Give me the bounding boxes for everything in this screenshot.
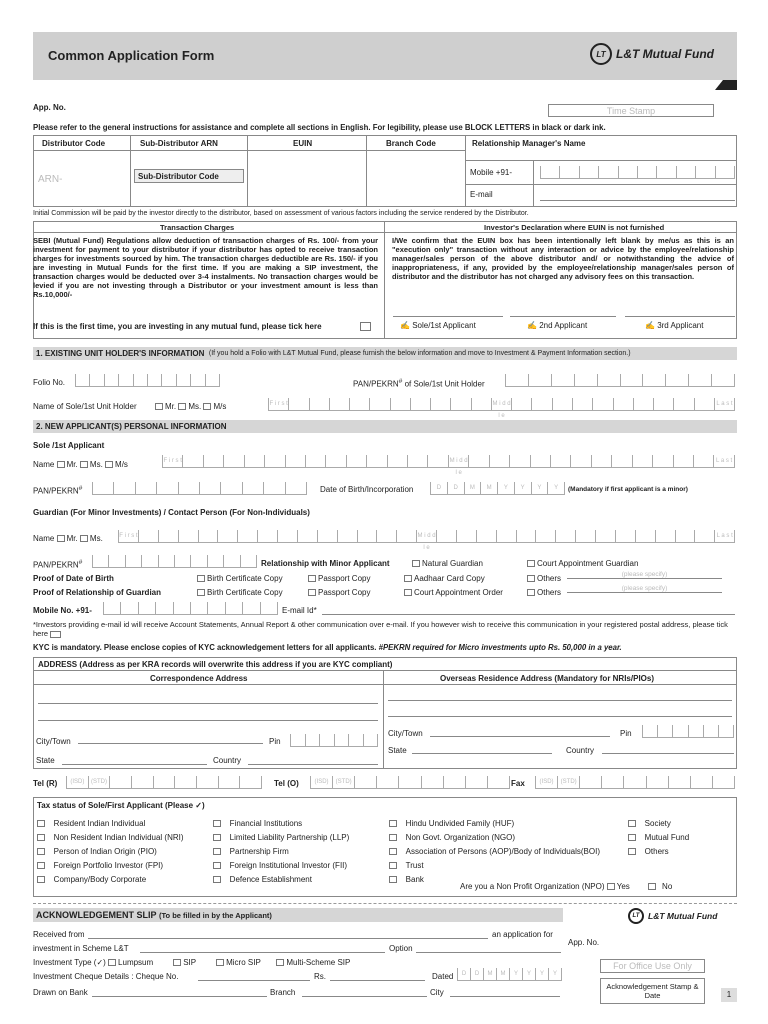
transaction-charges-heading: Transaction Charges: [160, 223, 235, 232]
proof-relationship-label: Proof of Relationship of Guardian: [33, 588, 161, 597]
application-for-label: an application for: [492, 930, 553, 939]
natural-guardian-option[interactable]: Natural Guardian: [412, 559, 483, 568]
dob-cells[interactable]: D D M M Y Y Y Y: [430, 482, 565, 495]
time-stamp-box: Time Stamp: [548, 104, 714, 117]
corr-country-label: Country: [213, 756, 242, 765]
passport-option[interactable]: Passport Copy: [308, 574, 370, 583]
overseas-address-line-1[interactable]: [388, 700, 732, 701]
tax-option[interactable]: Others: [628, 845, 689, 859]
overseas-heading: Overseas Residence Address (Mandatory for NRIs/PIOs): [440, 674, 654, 683]
section-1-header: 1. EXISTING UNIT HOLDER'S INFORMATION (If you hold a Folio with L&T Mutual Fund, please furnish the below information and move to Investment & Payment Information section.): [33, 347, 737, 360]
email-note: *Investors providing e-mail id will receive Account Statements, Annual Report & other communication over e-mail. If you however wish to receive this communication in your registered postal address, please tick here: [33, 620, 728, 638]
overseas-city-field[interactable]: [430, 736, 610, 737]
applicant-pan-label: PAN/PEKRN#: [33, 485, 83, 496]
tel-o-cells[interactable]: (ISD) (STD): [310, 776, 510, 789]
overseas-country-field[interactable]: [602, 753, 734, 754]
ms-company-checkbox[interactable]: [105, 461, 113, 468]
overseas-state-label: State: [388, 746, 407, 755]
others-option-2[interactable]: Others: [527, 588, 561, 597]
sign-2nd: ✍ 2nd Applicant: [527, 321, 588, 330]
tax-option[interactable]: Person of Indian Origin (PIO): [37, 845, 184, 859]
tax-option[interactable]: Financial Institutions: [213, 817, 349, 831]
ms-checkbox[interactable]: [178, 403, 186, 410]
col-euin: EUIN: [293, 139, 313, 148]
ms-checkbox[interactable]: [80, 461, 88, 468]
tax-option[interactable]: Partnership Firm: [213, 845, 349, 859]
fax-label: Fax: [511, 779, 525, 788]
aadhaar-option[interactable]: Aadhaar Card Copy: [404, 574, 485, 583]
tax-option[interactable]: Society: [628, 817, 689, 831]
drawn-bank-field[interactable]: [92, 996, 267, 997]
corr-country-field[interactable]: [248, 764, 378, 765]
relationship-label: Relationship with Minor Applicant: [261, 559, 390, 568]
declaration-heading: Investor's Declaration where EUIN is not furnished: [484, 223, 665, 232]
overseas-state-field[interactable]: [412, 753, 552, 754]
arn-prefix[interactable]: ARN-: [38, 174, 63, 185]
ms-company-checkbox[interactable]: [203, 403, 211, 410]
ack-brand-logo: LT L&T Mutual Fund: [628, 908, 717, 924]
drawn-bank-label: Drawn on Bank: [33, 988, 88, 997]
unit-holder-title-options: Mr. Ms. M/s: [155, 402, 226, 411]
guardian-name-label: Name Mr. Ms.: [33, 534, 103, 543]
tax-status-title: Tax status of Sole/First Applicant (Please ✓): [37, 801, 205, 810]
dob-label: Date of Birth/Incorporation: [320, 485, 414, 494]
court-order-option[interactable]: Court Appointment Order: [404, 588, 503, 597]
tel-r-label: Tel (R): [33, 779, 58, 788]
brand-logo: [590, 43, 714, 65]
fax-cells[interactable]: (ISD) (STD): [535, 776, 735, 789]
corr-pin-label: Pin: [269, 737, 281, 746]
tax-option[interactable]: Bank: [389, 873, 600, 887]
tax-option[interactable]: Resident Indian Individual: [37, 817, 184, 831]
others-specify-field-2[interactable]: (please specify): [567, 585, 722, 593]
guardian-name-cells[interactable]: F i r s t M i d d l e L a s t: [118, 530, 735, 543]
kyc-note: KYC is mandatory. Please enclose copies of KYC acknowledgement letters for all applicants. #PEKRN required for Micro investments upto Rs. 50,000 in a year.: [33, 643, 622, 652]
first-time-label: If this is the first time, you are investing in any mutual fund, please tick here: [33, 322, 322, 331]
mr-checkbox[interactable]: [57, 535, 65, 542]
birth-cert-option[interactable]: Birth Certificate Copy: [197, 574, 283, 583]
birth-cert-option-2[interactable]: Birth Certificate Copy: [197, 588, 283, 597]
unit-holder-name-label: Name of Sole/1st Unit Holder: [33, 402, 137, 411]
email-field[interactable]: [322, 614, 735, 615]
mobile-cells[interactable]: [103, 602, 278, 615]
others-specify-field[interactable]: (please specify): [567, 571, 722, 579]
overseas-country-label: Country: [566, 746, 595, 755]
tax-option[interactable]: Defence Establishment: [213, 873, 349, 887]
corr-state-field[interactable]: [62, 764, 207, 765]
npo-question: Are you a Non Profit Organization (NPO) Yes No: [460, 882, 673, 891]
cheque-label: Investment Cheque Details : Cheque No.: [33, 972, 179, 981]
corr-pin-cells[interactable]: [290, 734, 378, 747]
col-rm-name: Relationship Manager's Name: [472, 139, 586, 148]
commission-note: Initial Commission will be paid by the investor directly to the distributor, based on assessment of various factors including the service rendered by the Distributor.: [33, 210, 529, 217]
pan-label: PAN/PEKRN# of Sole/1st Unit Holder: [353, 378, 485, 389]
ms-checkbox[interactable]: [80, 535, 88, 542]
tax-col-4: [628, 817, 689, 859]
col-branch-code: Branch Code: [386, 139, 436, 148]
form-title: Common Application Form: [48, 48, 215, 63]
cut-line: [33, 903, 737, 904]
rm-email-label: E-mail: [470, 190, 493, 199]
applicant-name-label: Name Mr. Ms. M/s: [33, 460, 128, 469]
tax-option[interactable]: Mutual Fund: [628, 831, 689, 845]
investment-type-row: Investment Type (✓) Lumpsum SIP Micro SIP Multi-Scheme SIP: [33, 958, 351, 967]
npo-yes-checkbox[interactable]: [607, 883, 615, 890]
tax-col-1: [37, 817, 184, 887]
corr-address-line-1[interactable]: [38, 703, 378, 704]
overseas-pin-cells[interactable]: [642, 725, 734, 738]
tax-option[interactable]: Hindu Undivided Family (HUF): [389, 817, 600, 831]
sub-distributor-code-label: Sub-Distributor Code: [138, 172, 219, 181]
option-field[interactable]: [416, 952, 561, 953]
corr-address-line-2[interactable]: [38, 720, 378, 721]
applicant-name-cells[interactable]: F i r s t M i d d l e L a s t: [162, 455, 735, 468]
instructions-text: Please refer to the general instructions for assistance and complete all sections in English. For legibility, please use BLOCK LETTERS in black or dark ink.: [33, 123, 606, 132]
rs-field[interactable]: [330, 980, 425, 981]
sign-sole: ✍ Sole/1st Applicant: [400, 321, 476, 330]
overseas-city-label: City/Town: [388, 729, 423, 738]
tax-option[interactable]: Limited Liability Partnership (LLP): [213, 831, 349, 845]
tax-col-2: [213, 817, 349, 887]
scheme-field[interactable]: [140, 952, 385, 953]
ack-header: ACKNOWLEDGEMENT SLIP (To be filled in by the Applicant): [33, 908, 563, 922]
proof-dob-label: Proof of Date of Birth: [33, 574, 114, 583]
ack-city-field[interactable]: [450, 996, 560, 997]
passport-option-2[interactable]: Passport Copy: [308, 588, 370, 597]
postal-tick-checkbox[interactable]: [50, 631, 61, 638]
lt-logo-icon: LT: [628, 908, 644, 924]
micro-sip-checkbox[interactable]: [216, 959, 224, 966]
tax-option[interactable]: Foreign Institutional Investor (FII): [213, 859, 349, 873]
corr-state-label: State: [36, 756, 55, 765]
declaration-text: I/We confirm that the EUIN box has been intentionally left blank by me/us as this is an "execution only" transaction without any interaction or advice by the employee/relationship manager/sales person of the above distributor and/ or notwithstanding the advice of inappropriateness, if any, provided by the employee/relationship manager/sales person of distributor and the distributor has not charged any advisory fees on this transaction.: [392, 236, 734, 281]
tax-option[interactable]: Non Resident Indian Individual (NRI): [37, 831, 184, 845]
rm-mobile-cells[interactable]: [540, 166, 735, 179]
unit-holder-name-cells[interactable]: F i r s t M i d d l e L a s t: [268, 398, 735, 411]
rs-label: Rs.: [314, 972, 326, 981]
address-title: ADDRESS (Address as per KRA records will overwrite this address if you are KYC compliant): [38, 660, 393, 669]
tax-option[interactable]: Association of Persons (AOP)/Body of Individuals(BOI): [389, 845, 600, 859]
folio-label: Folio No.: [33, 378, 66, 387]
applicant-pan-cells[interactable]: [92, 482, 307, 495]
header-strip: [33, 80, 737, 92]
court-guardian-option[interactable]: Court Appointment Guardian: [527, 559, 638, 568]
first-time-checkbox[interactable]: [360, 322, 371, 331]
ack-stamp-box: Acknowledgement Stamp & Date: [600, 978, 705, 1004]
guardian-pan-label: PAN/PEKRN#: [33, 559, 83, 570]
tax-option[interactable]: Non Govt. Organization (NGO): [389, 831, 600, 845]
cheque-field[interactable]: [198, 980, 310, 981]
scheme-label: investment in Scheme L&T: [33, 944, 129, 953]
sign-3rd: ✍ 3rd Applicant: [645, 321, 704, 330]
lt-logo-icon: LT: [590, 43, 612, 65]
ack-city-label: City: [430, 988, 444, 997]
tax-col-3: [389, 817, 600, 887]
email-label: E-mail Id*: [282, 606, 317, 615]
received-from-field[interactable]: [88, 938, 488, 939]
mobile-label: Mobile No. +91-: [33, 606, 92, 615]
others-option[interactable]: Others: [527, 574, 561, 583]
col-distributor-code: Distributor Code: [42, 139, 106, 148]
pan-cells[interactable]: [505, 374, 735, 387]
sip-checkbox[interactable]: [173, 959, 181, 966]
folio-cells[interactable]: [75, 374, 220, 387]
tel-o-label: Tel (O): [274, 779, 299, 788]
section-2-header: 2. NEW APPLICANT(S) PERSONAL INFORMATION: [33, 420, 737, 433]
mr-checkbox[interactable]: [155, 403, 163, 410]
dob-note: (Mandatory if first applicant is a minor): [568, 486, 688, 493]
option-label: Option: [389, 944, 413, 953]
tax-option[interactable]: Foreign Portfolio Investor (FPI): [37, 859, 184, 873]
tel-r-cells[interactable]: (ISD) (STD): [66, 776, 262, 789]
branch-label: Branch: [270, 988, 296, 997]
npo-no-checkbox[interactable]: [648, 883, 656, 890]
guardian-label: Guardian (For Minor Investments) / Contact Person (For Non-Individuals): [33, 508, 310, 517]
page-number: 1: [721, 988, 737, 1002]
office-use-box: For Office Use Only: [600, 959, 705, 973]
brand-name: L&T Mutual Fund: [616, 47, 714, 61]
tax-option[interactable]: Trust: [389, 859, 600, 873]
ack-app-no-label: App. No.: [568, 938, 600, 947]
app-no-label: App. No.: [33, 103, 66, 112]
lumpsum-checkbox[interactable]: [108, 959, 116, 966]
overseas-pin-label: Pin: [620, 729, 632, 738]
tax-option[interactable]: Company/Body Corporate: [37, 873, 184, 887]
mr-checkbox[interactable]: [57, 461, 65, 468]
guardian-pan-cells[interactable]: [92, 555, 257, 568]
dated-label: Dated: [432, 972, 454, 981]
rm-mobile-label: Mobile +91-: [470, 168, 513, 177]
col-sub-distributor-arn: Sub-Distributor ARN: [140, 139, 218, 148]
corr-city-field[interactable]: [78, 743, 263, 744]
branch-field[interactable]: [302, 996, 427, 997]
transaction-charges-text: SEBI (Mutual Fund) Regulations allow deduction of transaction charges of Rs. 100/- from your investment for payment to your distributor if your distributor has opted to receive transaction charges for investments sourced by him. The transaction charges deductible are Rs. 150/- if you are investing in Mutual Funds for the first time. If you are making a SIP investment, the transaction charges would be deducted over 3-4 instalments. No transaction charges would be levied if you are not investing through a Distributor or your investment amount is less than Rs.10,000/-: [33, 236, 378, 299]
received-from-label: Received from: [33, 930, 85, 939]
sole-applicant-label: Sole /1st Applicant: [33, 441, 105, 450]
multi-sip-checkbox[interactable]: [276, 959, 284, 966]
rm-email-field[interactable]: [540, 200, 735, 201]
corr-city-label: City/Town: [36, 737, 71, 746]
correspondence-heading: Correspondence Address: [150, 674, 248, 683]
overseas-address-line-2[interactable]: [388, 716, 732, 717]
dated-cells[interactable]: D D M M Y Y Y Y: [457, 968, 562, 981]
